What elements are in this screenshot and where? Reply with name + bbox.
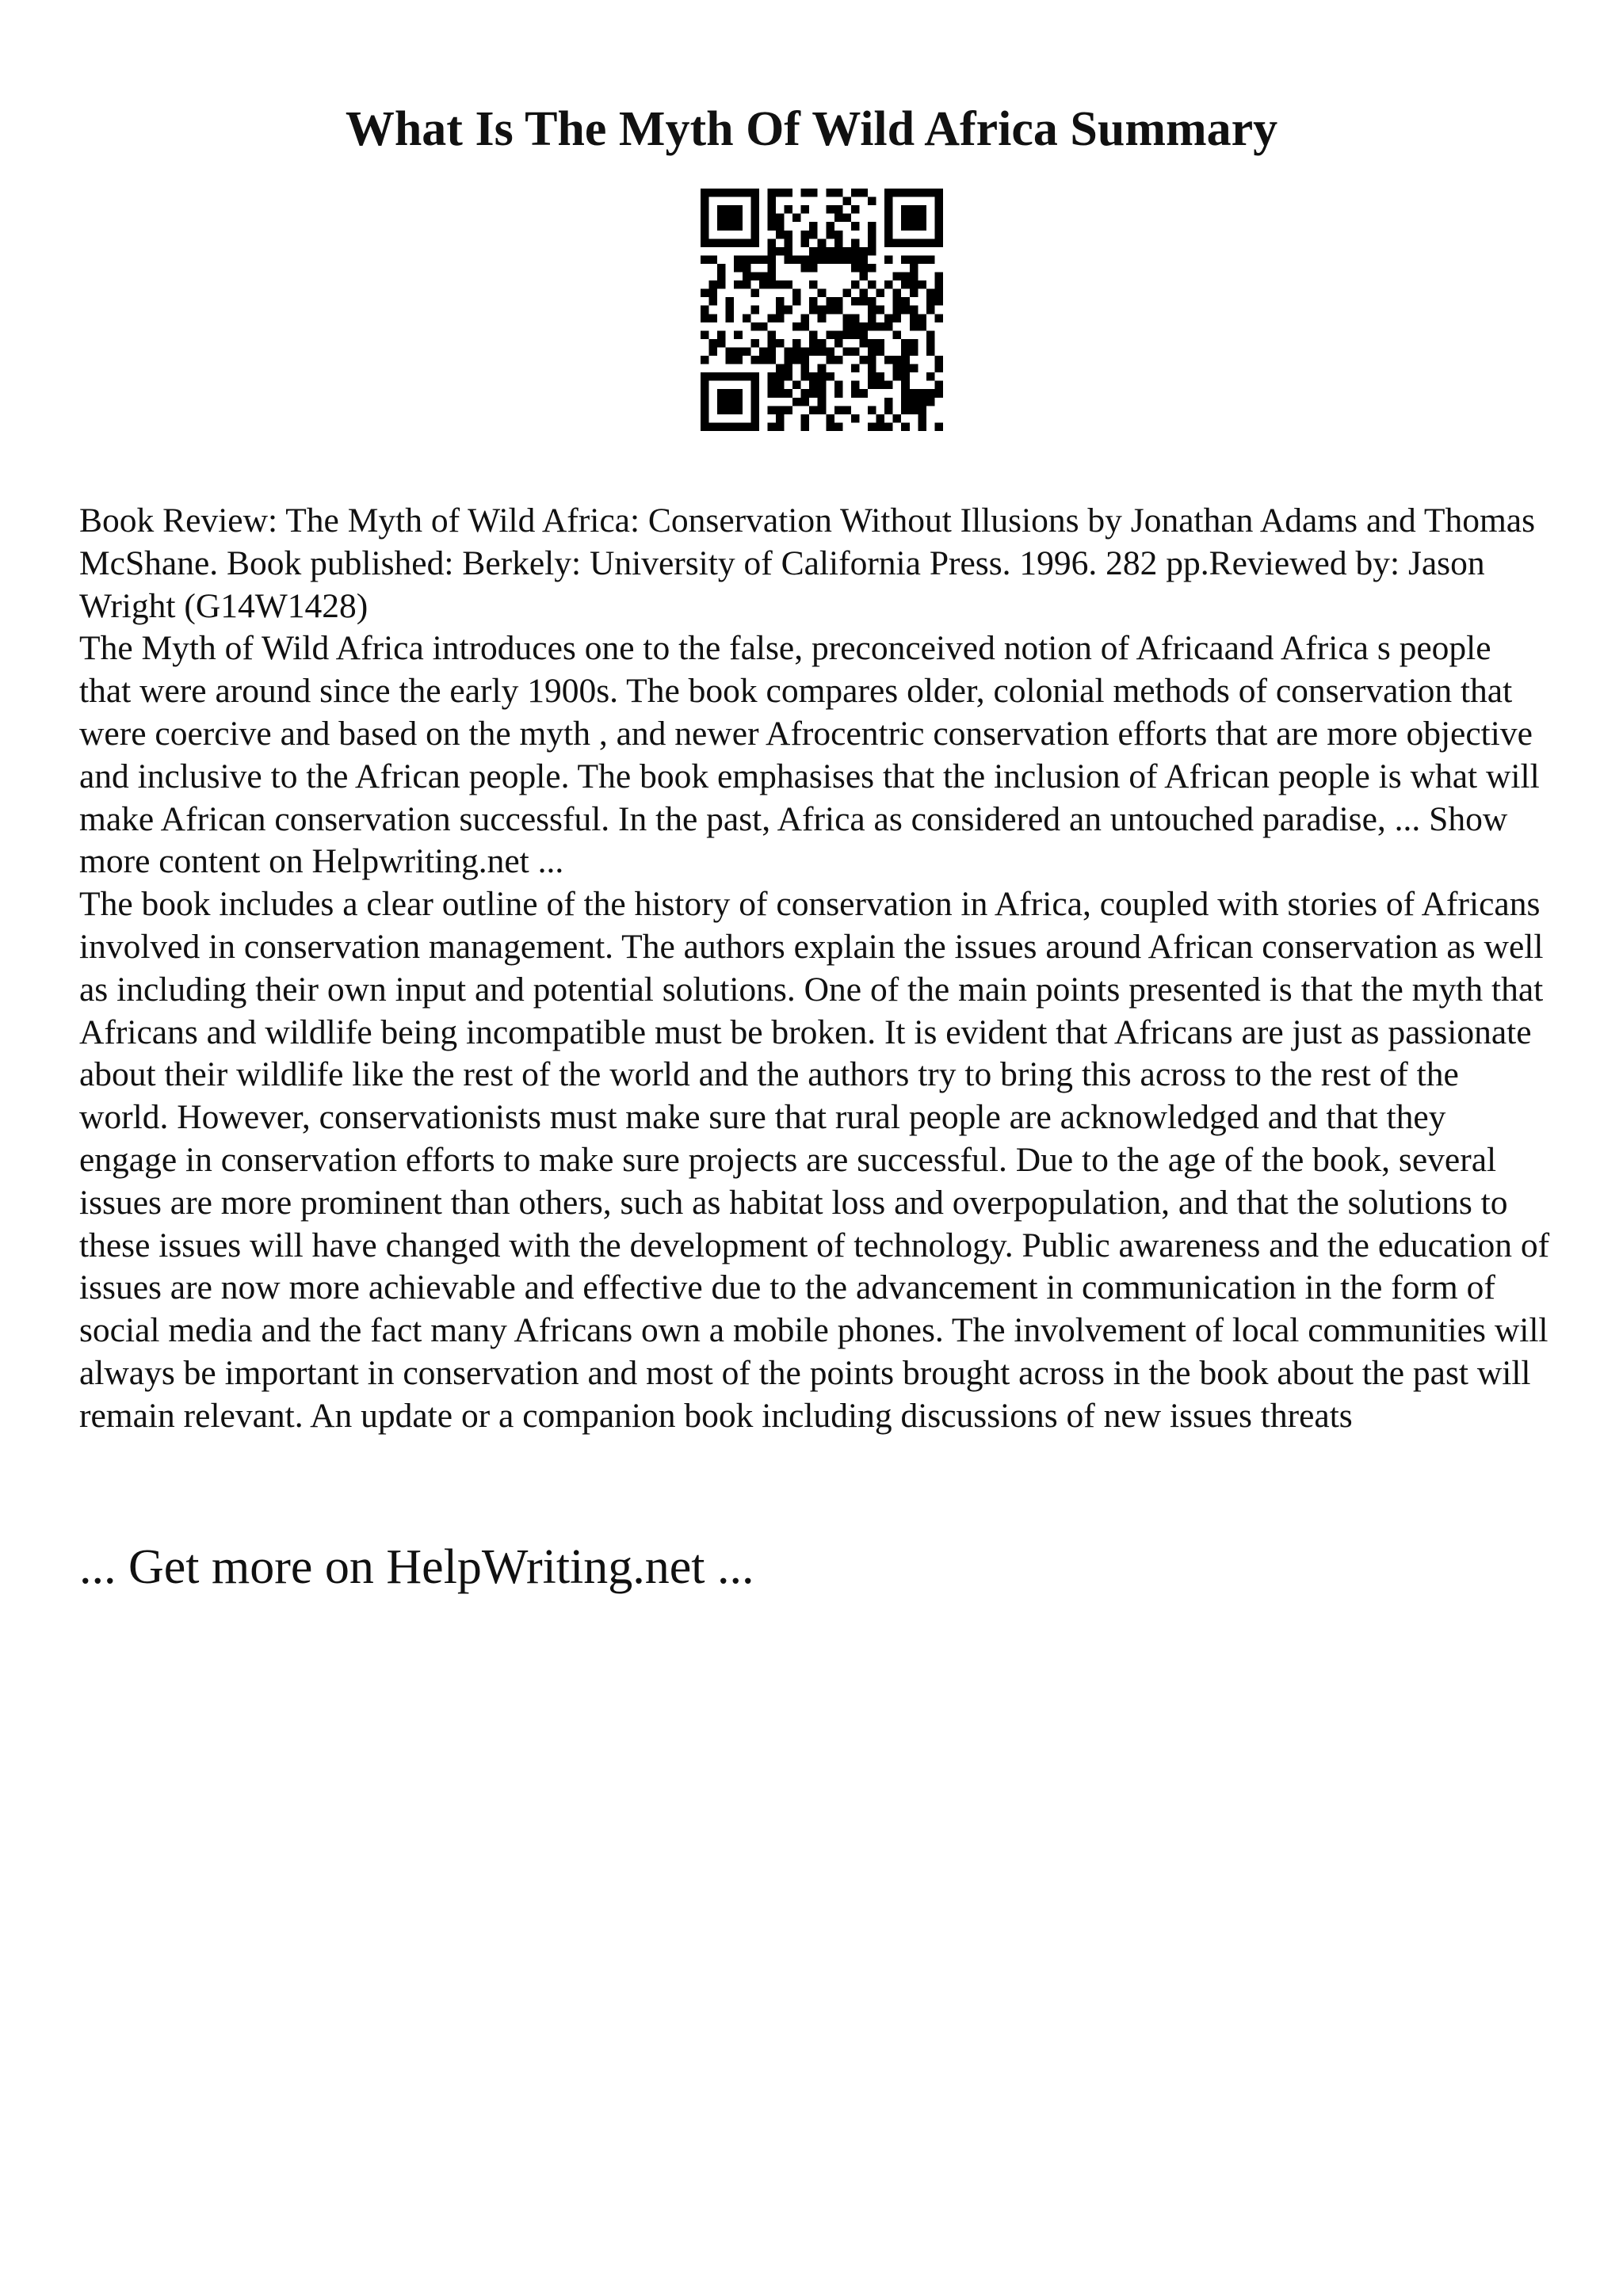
book-citation-paragraph: Book Review: The Myth of Wild Africa: Conservation Without Illusions by Jonathan Adams and Thomas McShane. Book published: Berkely: University of California Press. 1996. 282 pp.Reviewed by: Jason Wright (G14W1428): [79, 502, 1536, 625]
review-paragraph: The book includes a clear outline of the history of conservation in Africa, coupled with stories of Africans involved in conservation management. The authors explain the issues around African conservation as well as including their own input and potential solutions. One of the main points presented is that the myth that Africans and wildlife being incompatible must be broken. It is evident that Africans are just as passionate about their wildlife like the rest of the world and the authors try to bring this across to the rest of the world. However, conservationists must make sure that rural people are acknowledged and that they engage in conservation efforts to make sure projects are successful. Due to the age of the book, several issues are more prominent than others, such as habitat loss and overpopulation, and that the solutions to these issues will have changed with the development of technology. Public awareness and the education of issues are now more achievable and effective due to the advancement in communication in the form of social media and the fact many Africans own a mobile phones. The involvement of local communities will always be important in conservation and most of the points brought across in the book about the past will remain relevant. An update or a companion book including discussions of new issues threats: [79, 885, 1550, 1435]
qr-code-icon: [701, 189, 943, 431]
intro-paragraph: The Myth of Wild Africa introduces one to the false, preconceived notion of Africaand Africa s people that were around since the early 1900s. The book compares older, colonial methods of conservation that were coercive and based on the myth , and newer Afrocentric conservation efforts that are more objective and inclusive to the African people. The book emphasises that the inclusion of African people is what will make African conservation successful. In the past, Africa as considered an untouched paradise, ... Show more content on Helpwriting.net ...: [79, 629, 1540, 881]
page-title: What Is The Myth Of Wild Africa Summary: [345, 102, 1278, 156]
get-more-link[interactable]: ... Get more on HelpWriting.net ...: [79, 1540, 754, 1594]
review-text: [79, 500, 1550, 1438]
